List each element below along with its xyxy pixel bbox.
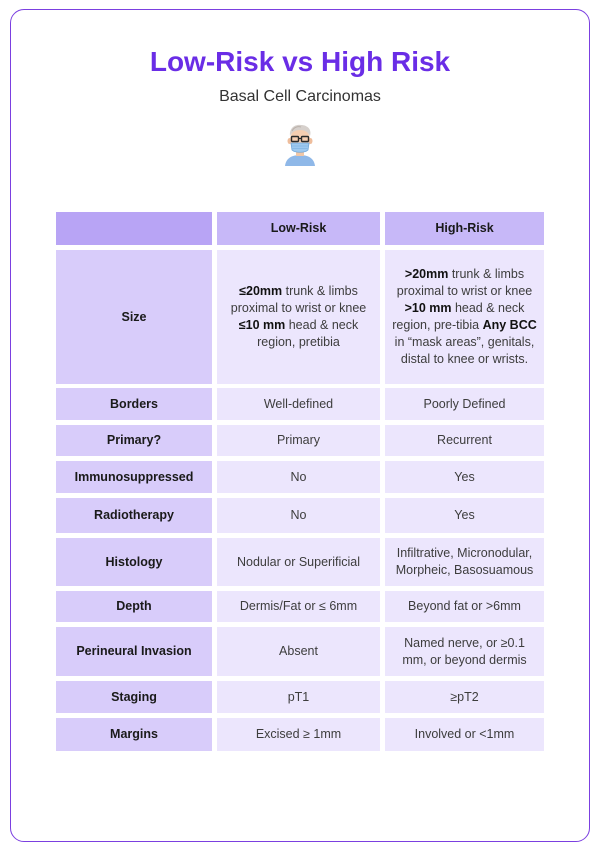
row-label: Margins (56, 718, 212, 751)
low-risk-cell: pT1 (217, 681, 380, 713)
low-risk-cell: Well-defined (217, 388, 380, 420)
header-blank-cell (56, 212, 212, 245)
high-risk-cell: Yes (385, 498, 544, 533)
bold-threshold: >10 mm (404, 301, 452, 315)
row-label: Immunosuppressed (56, 461, 212, 493)
header-high-risk: High-Risk (385, 212, 544, 245)
low-risk-cell: No (217, 461, 380, 493)
low-risk-cell: Nodular or Superificial (217, 538, 380, 586)
row-label: Staging (56, 681, 212, 713)
row-label: Size (56, 250, 212, 384)
high-risk-cell: ≥pT2 (385, 681, 544, 713)
high-risk-cell: Named nerve, or ≥0.1 mm, or beyond dermis (385, 627, 544, 676)
bold-threshold: >20mm (404, 267, 449, 281)
header-low-risk: Low-Risk (217, 212, 380, 245)
row-label: Perineural Invasion (56, 627, 212, 676)
low-risk-cell: Absent (217, 627, 380, 676)
low-risk-cell: No (217, 498, 380, 533)
high-risk-cell: Poorly Defined (385, 388, 544, 420)
criterion-text: in “mask areas”, genitals, distal to knee or wrists. (394, 335, 535, 366)
bold-threshold: Any BCC (482, 318, 537, 332)
bold-threshold: ≤10 mm (238, 318, 286, 332)
high-risk-cell: Infiltrative, Micronodular, Morpheic, Basosuamous (385, 538, 544, 586)
low-risk-cell: Excised ≥ 1mm (217, 718, 380, 751)
low-risk-cell: Primary (217, 425, 380, 456)
row-label: Borders (56, 388, 212, 420)
criterion-text: head & neck region, pre-tibia (392, 301, 525, 332)
bold-threshold: ≤20mm (239, 284, 283, 298)
row-label: Histology (56, 538, 212, 586)
page-title: Low-Risk vs High Risk (149, 46, 451, 77)
page-subtitle: Basal Cell Carcinomas (219, 88, 381, 105)
criterion-text: trunk & limbs proximal to wrist or knee (396, 267, 533, 298)
high-risk-cell: Involved or <1mm (385, 718, 544, 751)
row-label: Radiotherapy (56, 498, 212, 533)
high-risk-cell: Yes (385, 461, 544, 493)
row-label: Depth (56, 591, 212, 622)
low-risk-cell (217, 250, 380, 384)
high-risk-cell: Recurrent (385, 425, 544, 456)
row-label: Primary? (56, 425, 212, 456)
doctor-avatar-icon (279, 122, 321, 166)
criterion-text: trunk & limbs proximal to wrist or knee (230, 284, 367, 315)
low-risk-cell: Dermis/Fat or ≤ 6mm (217, 591, 380, 622)
high-risk-cell (385, 250, 544, 384)
high-risk-cell: Beyond fat or >6mm (385, 591, 544, 622)
criterion-text: head & neck region, pretibia (257, 318, 359, 349)
